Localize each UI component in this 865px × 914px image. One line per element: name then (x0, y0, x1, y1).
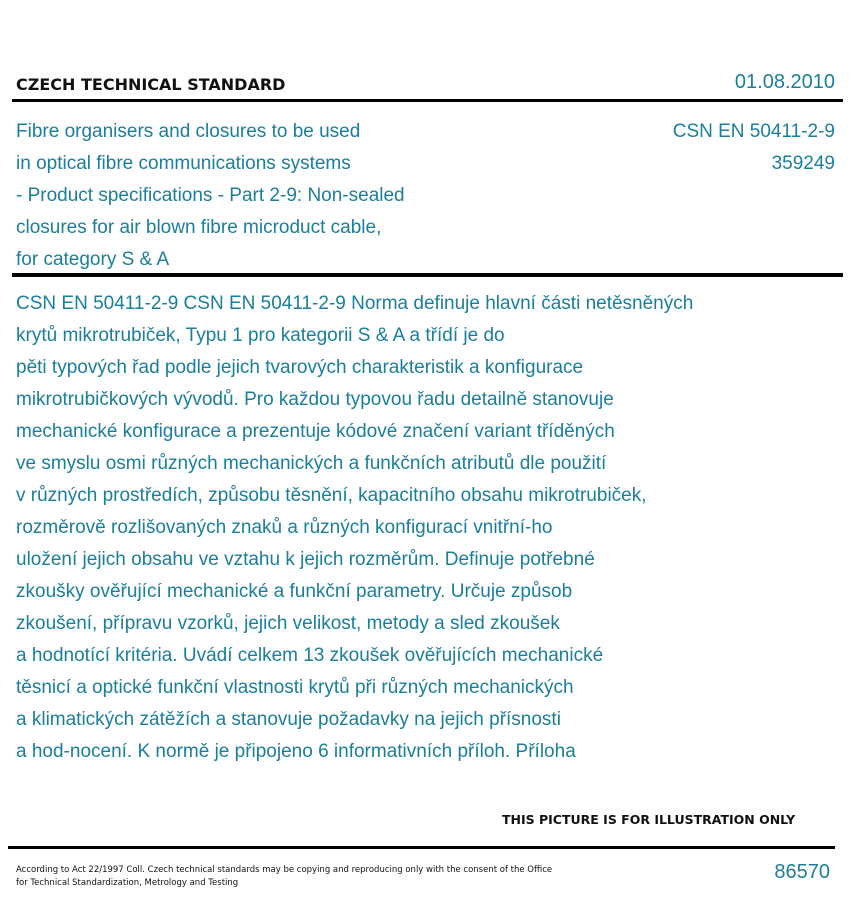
abstract-line: krytů mikrotrubiček, Typu 1 pro kategorii S & A a třídí je do (16, 325, 505, 346)
standard-title (16, 116, 486, 276)
abstract-text (16, 288, 816, 768)
header-divider (12, 99, 843, 102)
title-line: - Product specifications - Part 2-9: Non-sealed (16, 185, 405, 206)
abstract-line: mechanické konfigurace a prezentuje kódové značení variant tříděných (16, 421, 615, 442)
abstract-line: mikrotrubičkových vývodů. Pro každou typovou řadu detailně stanovuje (16, 389, 614, 410)
abstract-line: a klimatických zátěžích a stanovuje požadavky na jejich přísnosti (16, 709, 561, 730)
footer-divider (8, 846, 835, 849)
abstract-line: uložení jejich obsahu ve vztahu k jejich rozměrům. Definuje potřebné (16, 549, 595, 570)
abstract-line: těsnicí a optické funkční vlastnosti krytů při různých mechanických (16, 677, 574, 698)
abstract-line: ve smyslu osmi různých mechanických a funkčních atributů dle použití (16, 453, 607, 474)
standard-code: CSN EN 50411-2-9 (672, 121, 835, 142)
title-divider (12, 273, 843, 277)
title-line: closures for air blown fibre microduct cable, (16, 217, 382, 238)
abstract-line: CSN EN 50411-2-9 CSN EN 50411-2-9 Norma definuje hlavní části netěsněných (16, 293, 694, 314)
title-line: in optical fibre communications systems (16, 153, 351, 174)
catalog-number: 359249 (771, 153, 835, 174)
title-line: Fibre organisers and closures to be used (16, 121, 361, 142)
title-line: for category S & A (16, 249, 170, 270)
document-type-label: CZECH TECHNICAL STANDARD (16, 75, 286, 94)
publication-date: 01.08.2010 (734, 71, 835, 93)
abstract-line: a hod-nocení. K normě je připojeno 6 informativních příloh. Příloha (16, 741, 576, 762)
illustration-disclaimer: THIS PICTURE IS FOR ILLUSTRATION ONLY (502, 812, 796, 827)
abstract-line: zkoušky ověřující mechanické a funkční parametry. Určuje způsob (16, 581, 573, 602)
standard-identifiers (673, 116, 835, 180)
abstract-line: v různých prostředích, způsobu těsnění, kapacitního obsahu mikrotrubiček, (16, 485, 647, 506)
copyright-line: According to Act 22/1997 Coll. Czech technical standards may be copying and reproducing only with the consent of the Office (16, 865, 553, 875)
abstract-line: a hodnotící kritéria. Uvádí celkem 13 zkoušek ověřujících mechanické (16, 645, 604, 666)
abstract-line: pěti typových řad podle jejich tvarových charakteristik a konfigurace (16, 357, 584, 378)
copyright-notice (16, 864, 616, 890)
abstract-line: rozměrově rozlišovaných znaků a různých konfigurací vnitřní-ho (16, 517, 553, 538)
document-number: 86570 (774, 861, 830, 883)
abstract-line: zkoušení, přípravu vzorků, jejich velikost, metody a sled zkoušek (16, 613, 560, 634)
copyright-line: for Technical Standardization, Metrology and Testing (16, 878, 239, 888)
